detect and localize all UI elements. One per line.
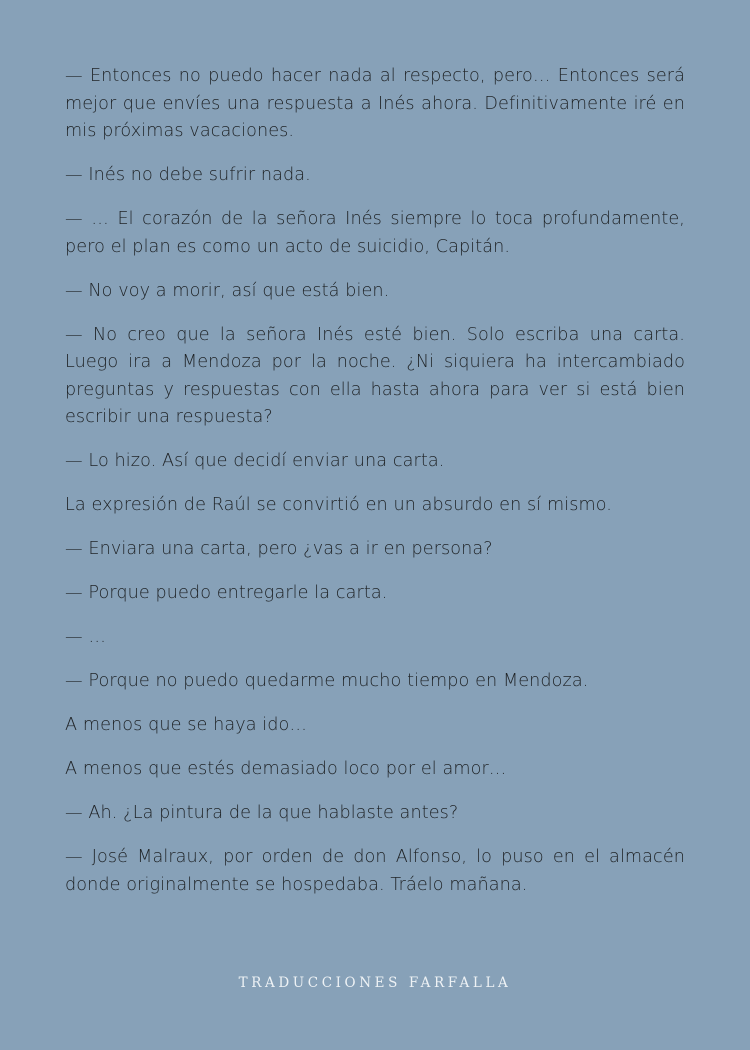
- paragraph-13: A menos que estés demasiado loco por el amor…: [65, 759, 507, 779]
- paragraph-15: — José Malraux, por orden de don Alfonso, lo puso en el almacén donde originalmente se hospedaba. Tráelo mañana.: [65, 847, 685, 895]
- paragraph-2: — Inés no debe sufrir nada.: [65, 165, 311, 185]
- paragraph-4: — No voy a morir, así que está bien.: [65, 280, 390, 301]
- paragraph-1: — Entonces no puedo hacer nada al respecto, pero… Entonces será mejor que envíes una respuesta a Inés ahora. Definitivamente iré en mis próximas vacaciones.: [65, 66, 685, 141]
- paragraph-3: — … El corazón de la señora Inés siempre lo toca profundamente, pero el plan es como un acto de suicidio, Capitán.: [65, 209, 685, 257]
- paragraph-14: — Ah. ¿La pintura de la que hablaste antes?: [65, 803, 459, 823]
- paragraph-10: — …: [65, 627, 107, 647]
- paragraph-11: — Porque no puedo quedarme mucho tiempo en Mendoza.: [65, 671, 589, 691]
- paragraph-12: A menos que se haya ido…: [65, 715, 308, 735]
- page-body: [65, 63, 685, 916]
- page-footer-credit: TRADUCCIONES FARFALLA: [238, 975, 512, 991]
- paragraph-9: — Porque puedo entregarle la carta.: [65, 583, 388, 603]
- paragraph-6: — Lo hizo. Así que decidí enviar una carta.: [65, 451, 445, 471]
- paragraph-5: — No creo que la señora Inés esté bien. Solo escriba una carta. Luego ira a Mendoza por la noche. ¿Ni siquiera ha intercambiado preguntas y respuestas con ella hasta ahora para ver si está bien escribir una respuesta?: [65, 324, 685, 427]
- paragraph-8: — Enviara una carta, pero ¿vas a ir en persona?: [65, 539, 493, 559]
- paragraph-7: La expresión de Raúl se convirtió en un absurdo en sí mismo.: [65, 495, 612, 515]
